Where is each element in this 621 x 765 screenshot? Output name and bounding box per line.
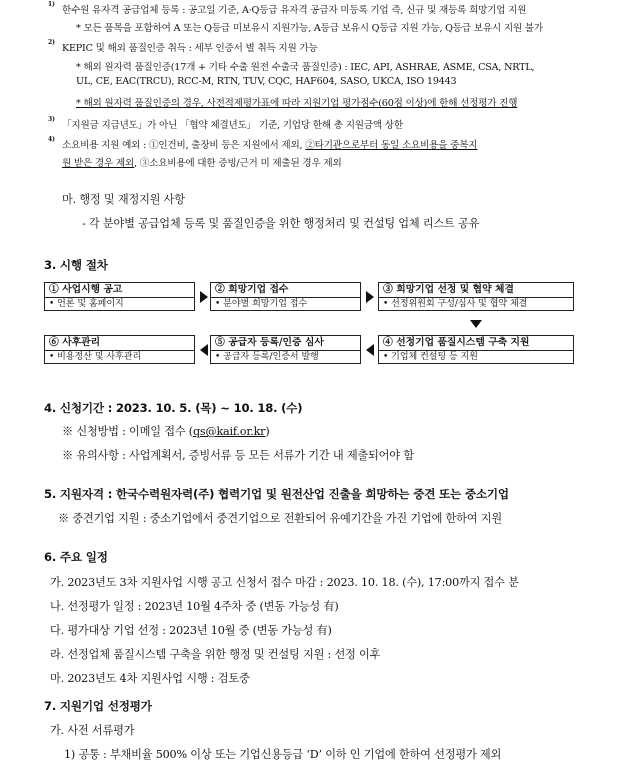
email-link[interactable]: qs@kaif.or.kr (192, 425, 266, 438)
section-7-title: 7. 지원기업 선정평가 (44, 699, 152, 713)
schedule-item: 라. 선정업체 품질시스템 구축을 위한 행정 및 컨설팅 지원 : 선정 이후 (50, 648, 381, 661)
footnote-2-sub-1: * 해외 원자력 품질인증(17개 + 기타 수출 원전 수출국 품질인증) : IEC, API, ASHRAE, ASME, CSA, NRTL, (76, 62, 535, 73)
section-3-title: 3. 시행 절차 (44, 258, 108, 272)
footnote-2-sub-1b: UL, CE, EAC(TRCU), RCC-M, RTN, TUV, CQC, HAF604, SASO, UKCA, ISO 19443 (76, 76, 457, 87)
section-5-title: 5. 지원자격 : 한국수력원자력(주) 협력기업 및 원전산업 진출을 희망하는 중견 또는 중소기업 (44, 487, 509, 501)
schedule-item: 다. 평가대상 기업 선정 : 2023년 10월 중 (변동 가능성 有) (50, 624, 332, 637)
process-step-2-title: ② 희망기업 접수 (211, 283, 360, 298)
process-step-2-desc: • 분야별 희망기업 접수 (215, 299, 308, 309)
arrow-right-icon (200, 291, 208, 303)
process-step-1-desc: • 언론 및 홈페이지 (49, 299, 124, 309)
footnote-1: 한수원 유자격 공급업체 등록 : 공고일 기준, A·Q등급 유자격 공급자 미등록 기업 즉, 신규 및 재등록 희망기업 지원 (62, 5, 527, 16)
process-step-3-title: ③ 희망기업 선정 및 협약 체결 (379, 283, 573, 298)
process-step-5-title: ⑤ 공급자 등록/인증 심사 (211, 336, 360, 351)
section-7-item-1: 1) 공통 : 부채비율 500% 이상 또는 기업신용등급 ‘D’ 이하 인 기업에 한하여 선정평가 제외 (64, 748, 502, 761)
schedule-item: 나. 선정평가 일정 : 2023년 10월 4주차 중 (변동 가능성 有) (50, 600, 339, 613)
section-4-title: 4. 신청기간 : 2023. 10. 5. (목) ~ 10. 18. (수) (44, 401, 303, 415)
arrow-left-icon (200, 344, 208, 356)
footnote-4-line-1: 소요비용 지원 예외 : ①인건비, 출장비 등은 지원에서 제외, ②타기관으로부터 동일 소요비용을 중복지 (62, 140, 478, 151)
footnote-marker-1: 1) (48, 1, 56, 8)
process-step-4 (378, 335, 574, 364)
process-step-6 (44, 335, 195, 364)
schedule-item: 마. 2023년도 4차 지원사업 시행 : 검토중 (50, 672, 250, 685)
process-step-5-desc: • 공급자 등록/인증서 발행 (215, 352, 319, 362)
section-ma-title: 마. 행정 및 재정지원 사항 (62, 193, 185, 206)
schedule-item: 가. 2023년도 3차 지원사업 시행 공고 신청서 접수 마감 : 2023. 10. 18. (수), 17:00까지 접수 분 (50, 576, 519, 589)
footnote-marker-4: 4) (48, 136, 56, 143)
footnote-3: 「지원금 지급년도」가 아닌 「협약 체결년도」 기준, 기업당 한해 총 지원금액 상한 (62, 120, 403, 131)
section-6-title: 6. 주요 일정 (44, 550, 108, 564)
footnote-4-line-2: 원 받은 경우 제외, ③소요비용에 대한 증빙/근거 미 제출된 경우 제외 (62, 158, 342, 169)
process-step-3-desc: • 선정위원회 구성/심사 및 협약 체결 (383, 299, 528, 309)
process-step-2 (210, 282, 361, 311)
process-step-1-title: ① 사업시행 공고 (45, 283, 194, 298)
footnote-2-sub-2: * 해외 원자력 품질인증의 경우, 사전적제평가표에 따라 지원기업 평가점수(60점 이상)에 한해 선정평가 진행 (76, 98, 518, 109)
section-7-sub: 가. 사전 서류평가 (50, 724, 135, 737)
process-step-1 (44, 282, 195, 311)
process-step-6-desc: • 비용정산 및 사후관리 (49, 352, 142, 362)
arrow-down-icon (470, 320, 482, 328)
arrow-right-icon (366, 291, 374, 303)
process-step-3 (378, 282, 574, 311)
footnote-1-sub: * 모든 품목을 포함하여 A 또는 Q등급 미보유시 지원가능, A등급 보유시 Q등급 지원 가능, Q등급 보유시 지원 불가 (76, 23, 543, 34)
footnote-marker-2: 2) (48, 39, 56, 46)
section-4-note: ※ 유의사항 : 사업계획서, 증빙서류 등 모든 서류가 기간 내 제출되어야 함 (62, 449, 414, 462)
arrow-left-icon (366, 344, 374, 356)
process-step-4-desc: • 기업체 컨설팅 등 지원 (383, 352, 478, 362)
section-ma-item: - 각 분야별 공급업체 등록 및 품질인증을 위한 행정처리 및 컨설팅 업체 리스트 공유 (82, 217, 480, 230)
section-5-note: ※ 중견기업 지원 : 중소기업에서 중견기업으로 전환되어 유예기간을 가진 기업에 한하여 지원 (58, 512, 502, 525)
section-4-method: ※ 신청방법 : 이메일 접수 (qs@kaif.or.kr) (62, 425, 270, 438)
footnote-2: KEPIC 및 해외 품질인증 취득 : 세부 인증서 별 취득 지원 가능 (62, 43, 318, 54)
footnote-marker-3: 3) (48, 116, 56, 123)
process-step-5 (210, 335, 361, 364)
process-step-6-title: ⑥ 사후관리 (45, 336, 194, 351)
process-step-4-title: ④ 선정기업 품질시스템 구축 지원 (379, 336, 573, 351)
